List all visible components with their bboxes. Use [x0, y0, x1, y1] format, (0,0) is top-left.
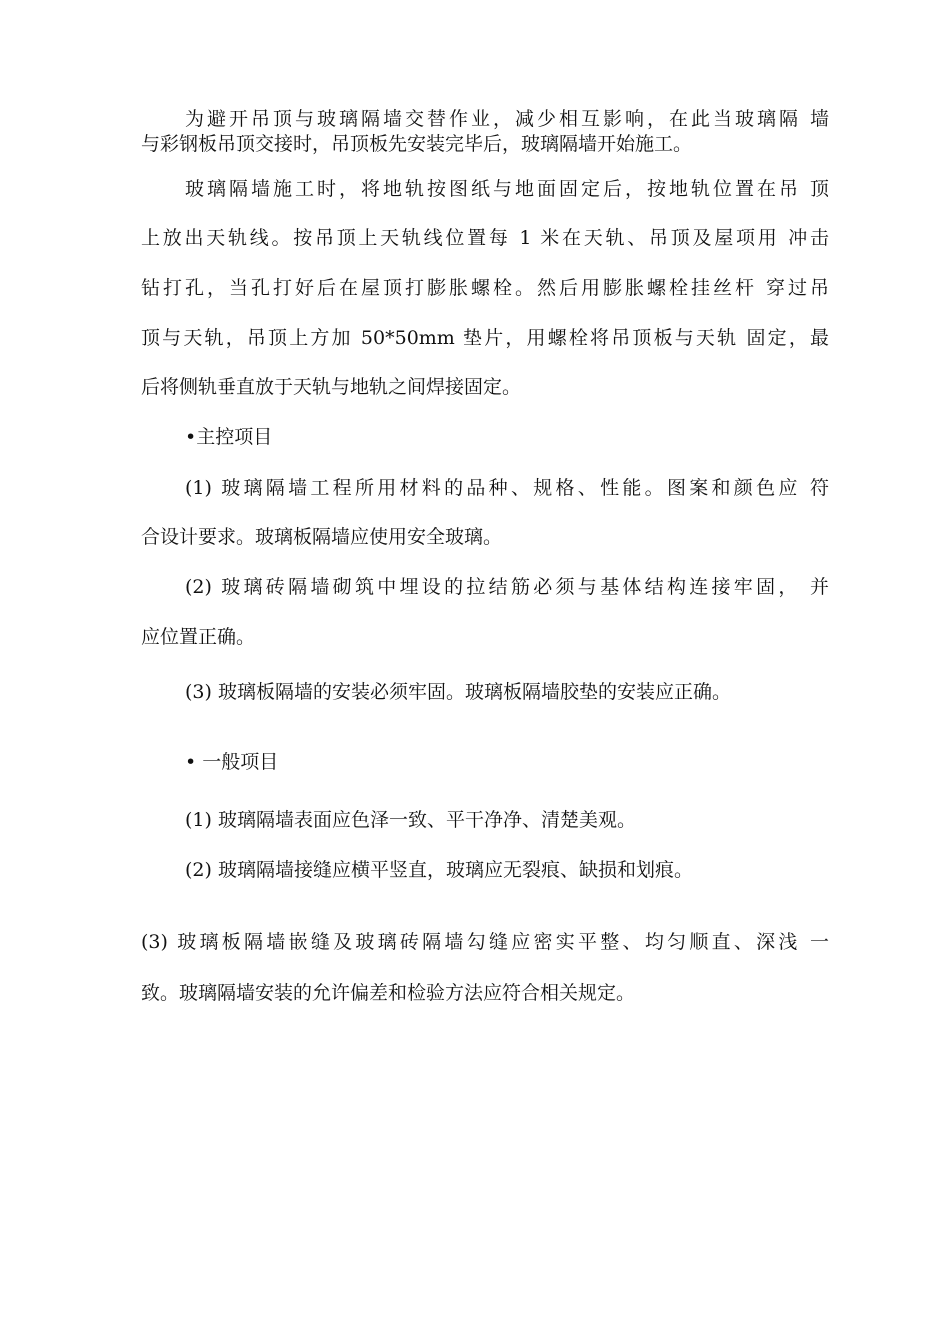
- main-item-1-line-2: 合设计要求。玻璃板隔墙应使用安全玻璃。: [141, 526, 503, 548]
- section-heading-main-control: •主控项目: [185, 426, 273, 448]
- paragraph-1-line-2: 与彩钢板吊顶交接时，吊顶板先安装完毕后，玻璃隔墙开始施工。: [141, 133, 693, 155]
- paragraph-2-line-4: 顶与天轨，吊顶上方加 50*50mm 垫片，用螺栓将吊顶板与天轨 固定，最: [141, 327, 829, 349]
- main-item-3: (3) 玻璃板隔墙的安装必须牢固。玻璃板隔墙胶垫的安装应正确。: [185, 681, 731, 703]
- paragraph-2-line-2: 上放出天轨线。按吊顶上天轨线位置每 1 米在天轨、吊顶及屋项用 冲击: [141, 227, 829, 249]
- paragraph-2-line-1: 玻璃隔墙施工时，将地轨按图纸与地面固定后，按地轨位置在吊 顶: [185, 178, 829, 200]
- general-item-1: (1) 玻璃隔墙表面应色泽一致、平干净净、清楚美观。: [185, 809, 636, 831]
- general-item-3-line-1: (3) 玻璃板隔墙嵌缝及玻璃砖隔墙勾缝应密实平整、均匀顺直、深浅 一: [141, 931, 829, 953]
- section-heading-general: • 一般项目: [185, 751, 279, 773]
- general-item-3-line-2: 致。玻璃隔墙安装的允许偏差和检验方法应符合相关规定。: [141, 982, 636, 1004]
- main-item-2-line-2: 应位置正确。: [141, 626, 256, 648]
- main-item-1-line-1: (1) 玻璃隔墙工程所用材料的品种、规格、性能。图案和颜色应 符: [185, 477, 829, 499]
- general-item-2: (2) 玻璃隔墙接缝应横平竖直，玻璃应无裂痕、缺损和划痕。: [185, 859, 693, 881]
- paragraph-1-line-1: 为避开吊顶与玻璃隔墙交替作业，减少相互影响，在此当玻璃隔 墙: [185, 108, 829, 130]
- paragraph-2-line-5: 后将侧轨垂直放于天轨与地轨之间焊接固定。: [141, 376, 522, 398]
- main-item-2-line-1: (2) 玻璃砖隔墙砌筑中埋设的拉结筋必须与基体结构连接牢固， 并: [185, 576, 829, 598]
- paragraph-2-line-3: 钻打孔，当孔打好后在屋顶打膨胀螺栓。然后用膨胀螺栓挂丝杆 穿过吊: [141, 277, 829, 299]
